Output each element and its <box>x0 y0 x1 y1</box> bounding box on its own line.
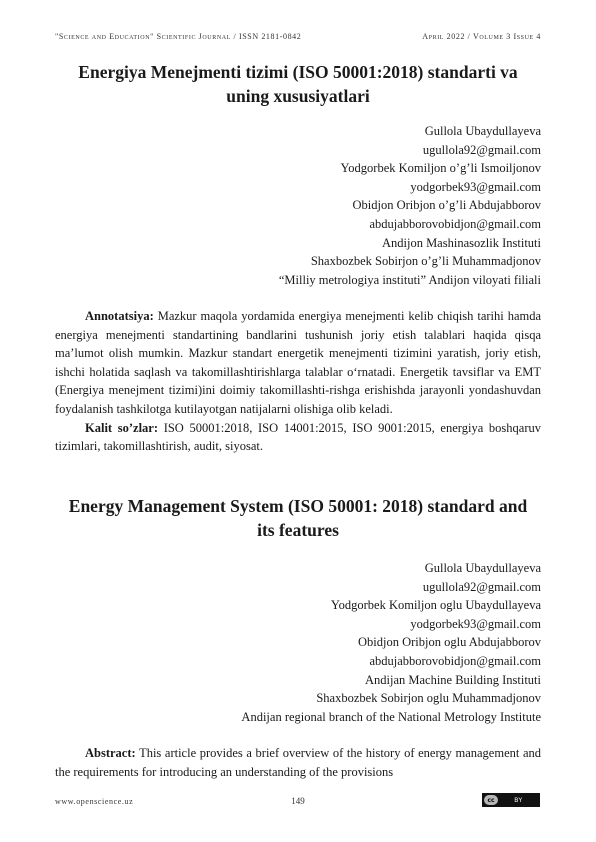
creative-commons-icon: cc <box>484 795 498 805</box>
uz-keywords-text: ISO 50001:2018, ISO 14001:2015, ISO 9001:2015, energiya boshqaruv tizimlari, takomillashtirish, audit, siyosat. <box>55 420 541 454</box>
page-number: 149 <box>291 796 305 806</box>
uz-author-line: “Milliy metrologiya instituti” Andijon viloyati filiali <box>278 272 541 287</box>
cc-license-badge[interactable] <box>482 793 540 807</box>
uz-author-line: Gullola Ubaydullayeva <box>424 124 541 138</box>
uz-author-line: Shaxbozbek Sobirjon o’g’li Muhammadjonov <box>310 254 541 269</box>
uz-keywords-paragraph <box>55 419 541 456</box>
en-author-line: Obidjon Oribjon oglu Abdujabborov <box>358 635 541 650</box>
en-author-line: Yodgorbek Komiljon oglu Ubaydullayeva <box>330 598 541 613</box>
en-abstract-text: This article provides a brief overview of the history of energy management and the requirements for introducing an understanding of the provisions <box>55 746 541 779</box>
cc-license-label: BY <box>514 796 523 804</box>
en-abstract-paragraph <box>55 744 541 781</box>
uz-keywords-label: Kalit so’zlar: <box>85 420 159 435</box>
uz-author-line: yodgorbek93@gmail.com <box>410 179 541 194</box>
uz-annotation-text: Mazkur maqola yordamida energiya menejmenti kelib chiqish tarihi hamda energiya menejmenti standartining bandlarini tushunish joriy etish talablari haqida qisqa ma’lumot olish mumkin. Mazkur standart energetik menejmenti tizimini yaratish, joriy etish, ishchi holatida saqlash va takomillashtirishlarga talablar o‘rnatadi. Energetik tavsiflar va EMT (Energiya menejment tizimi)ini doimiy takomillashti-rishga erishishda jarayonli yondashuvdan foydalanish tashkilotga kutilayotgan natijalarni olishiga olib keladi. <box>55 309 542 416</box>
issue-header: April 2022 / Volume 3 Issue 4 <box>422 32 541 41</box>
en-abstract-label: Abstract: <box>85 746 136 760</box>
en-title-line-2: its features <box>257 520 339 540</box>
en-abstract <box>55 744 541 781</box>
uz-author-line: ugullola92@gmail.com <box>422 142 541 157</box>
uz-author-line: Obidjon Oribjon o’g’li Abdujabborov <box>352 198 541 213</box>
en-author-line: Andijan regional branch of the National Metrology Institute <box>241 709 541 724</box>
en-author-line: yodgorbek93@gmail.com <box>410 616 541 631</box>
en-title-line-1: Energy Management System (ISO 50001: 2018) standard and <box>68 496 528 516</box>
uz-annotation-label: Annotatsiya: <box>85 309 154 323</box>
uz-author-line: Yodgorbek Komiljon o’g’li Ismoiljonov <box>340 161 541 176</box>
en-author-line: abdujabborovobidjon@gmail.com <box>369 653 541 668</box>
en-author-line: Shaxbozbek Sobirjon oglu Muhammadjonov <box>316 691 541 706</box>
uz-author-line: abdujabborovobidjon@gmail.com <box>369 216 541 231</box>
en-title <box>55 494 541 542</box>
en-author-line: Gullola Ubaydullayeva <box>424 561 541 575</box>
uz-author-line: Andijon Mashinasozlik Instituti <box>381 235 541 250</box>
en-author-line: Andijan Machine Building Instituti <box>364 672 541 687</box>
uz-title <box>55 60 541 108</box>
en-author-line: ugullola92@gmail.com <box>422 579 541 594</box>
uz-abstract <box>55 307 541 456</box>
uz-title-line-2: uning xususiyatlari <box>226 86 370 106</box>
en-author-block <box>55 559 541 726</box>
footer-website-link[interactable]: www.openscience.uz <box>55 797 134 806</box>
uz-title-line-1: Energiya Menejmenti tizimi (ISO 50001:2018) standarti va <box>78 62 518 82</box>
journal-header: "Science and Education" Scientific Journal / ISSN 2181-0842 <box>55 32 302 41</box>
uz-author-block <box>55 122 541 289</box>
uz-annotation-paragraph <box>55 307 541 419</box>
